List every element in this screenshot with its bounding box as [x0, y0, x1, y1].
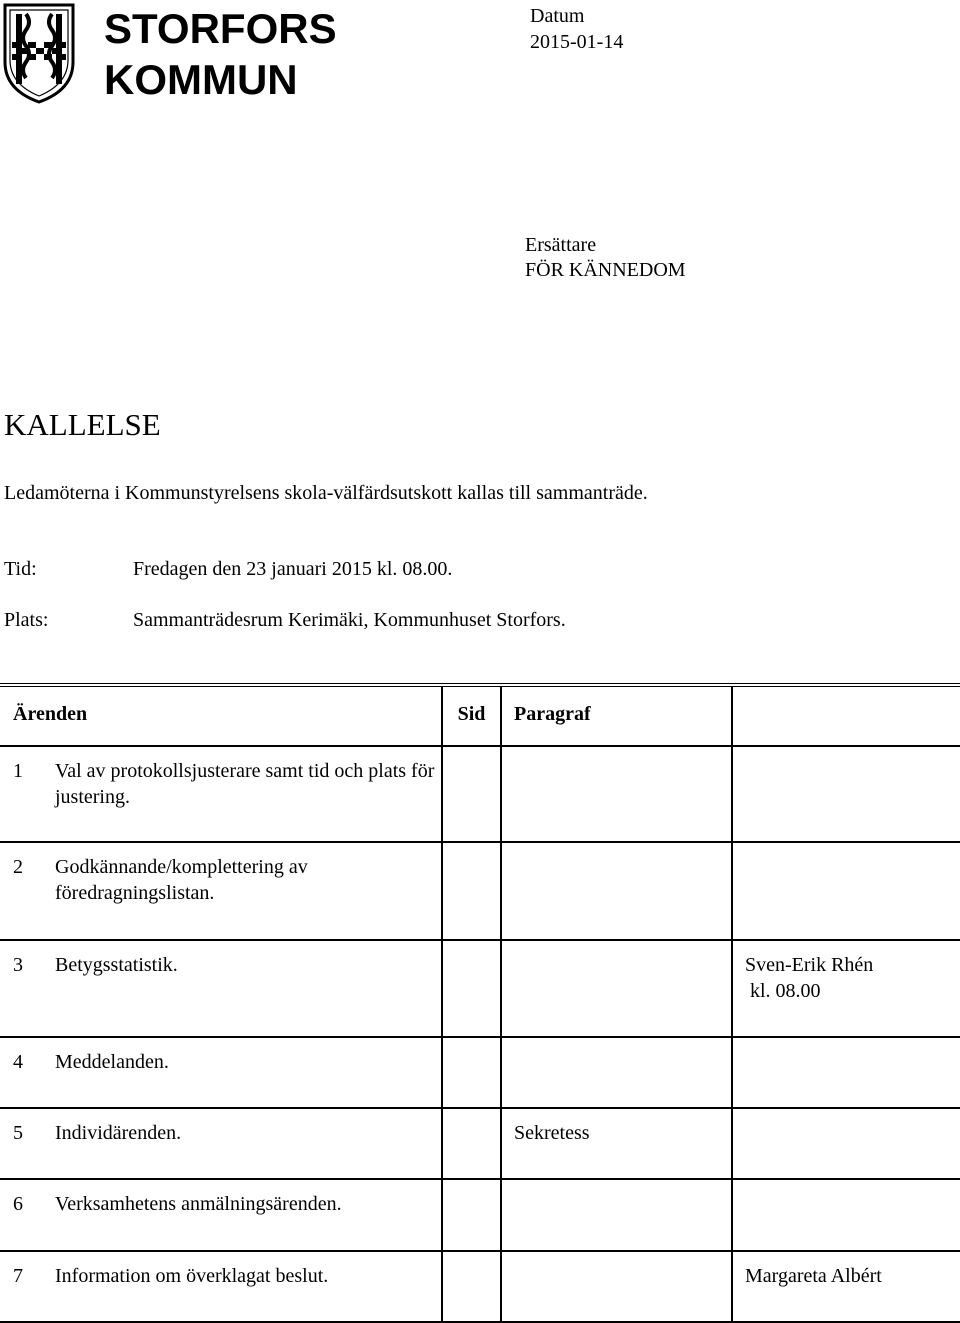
- agenda-text: Val av protokollsjusterare samt tid och plats för justering.: [55, 746, 442, 842]
- agenda-text: Betygsstatistik.: [55, 940, 442, 1037]
- agenda-note: [732, 842, 960, 940]
- time-label: Tid:: [4, 558, 37, 580]
- document-title: KALLELSE: [4, 407, 161, 442]
- header-arenden: Ärenden: [0, 685, 442, 746]
- agenda-paragraph: [501, 842, 732, 940]
- agenda-row: [0, 1179, 960, 1251]
- agenda-row: [0, 746, 960, 842]
- org-name-line-1: STORFORS: [104, 5, 337, 52]
- time-value: Fredagen den 23 januari 2015 kl. 08.00.: [133, 558, 453, 580]
- date-value: 2015-01-14: [530, 31, 624, 53]
- agenda-note: [732, 746, 960, 842]
- agenda-num: 3: [0, 940, 55, 1037]
- agenda-row: [0, 842, 960, 940]
- agenda-paragraph: Sekretess: [501, 1108, 732, 1179]
- agenda-page: [442, 842, 501, 940]
- agenda-row: [0, 1251, 960, 1322]
- agenda-page: [442, 940, 501, 1037]
- agenda-paragraph: [501, 1037, 732, 1108]
- agenda-text: Individärenden.: [55, 1108, 442, 1179]
- agenda-note: [732, 1108, 960, 1179]
- agenda-num: 2: [0, 842, 55, 940]
- agenda-page: [442, 1251, 501, 1322]
- org-name-line-2: KOMMUN: [104, 56, 298, 103]
- recipient-line-1: Ersättare: [525, 234, 597, 256]
- place-label: Plats:: [4, 609, 49, 631]
- agenda-note: [732, 1037, 960, 1108]
- agenda-num: 6: [0, 1179, 55, 1251]
- agenda-paragraph: [501, 940, 732, 1037]
- agenda-num: 4: [0, 1037, 55, 1108]
- agenda-note: [732, 1179, 960, 1251]
- agenda-paragraph: [501, 1251, 732, 1322]
- agenda-note: Margareta Albért: [732, 1251, 960, 1322]
- agenda-page: [442, 1037, 501, 1108]
- agenda-row: [0, 1108, 960, 1179]
- agenda-num: 7: [0, 1251, 55, 1322]
- agenda-text: Godkännande/komplettering av föredragningslistan.: [55, 842, 442, 940]
- agenda-text: Information om överklagat beslut.: [55, 1251, 442, 1322]
- recipient-line-2: FÖR KÄNNEDOM: [525, 259, 686, 281]
- header-sid: Sid: [442, 685, 501, 746]
- place-value: Sammanträdesrum Kerimäki, Kommunhuset Storfors.: [133, 609, 566, 631]
- agenda-header-row: [0, 685, 960, 746]
- agenda-page: [442, 746, 501, 842]
- agenda-page: [442, 1179, 501, 1251]
- agenda-row: [0, 940, 960, 1037]
- agenda-note: Sven-Erik Rhén kl. 08.00: [732, 940, 960, 1037]
- agenda-text: Meddelanden.: [55, 1037, 442, 1108]
- header-note: [732, 685, 960, 746]
- agenda-paragraph: [501, 1179, 732, 1251]
- intro-text: Ledamöterna i Kommunstyrelsens skola-välfärdsutskott kallas till sammanträde.: [4, 482, 648, 504]
- agenda-row: [0, 1037, 960, 1108]
- agenda-paragraph: [501, 746, 732, 842]
- coat-of-arms-logo: [2, 2, 76, 104]
- agenda-num: 5: [0, 1108, 55, 1179]
- agenda-page: [442, 1108, 501, 1179]
- agenda-text: Verksamhetens anmälningsärenden.: [55, 1179, 442, 1251]
- date-label: Datum: [530, 5, 585, 27]
- agenda-table: [0, 683, 960, 1323]
- header-paragraf: Paragraf: [501, 685, 732, 746]
- agenda-num: 1: [0, 746, 55, 842]
